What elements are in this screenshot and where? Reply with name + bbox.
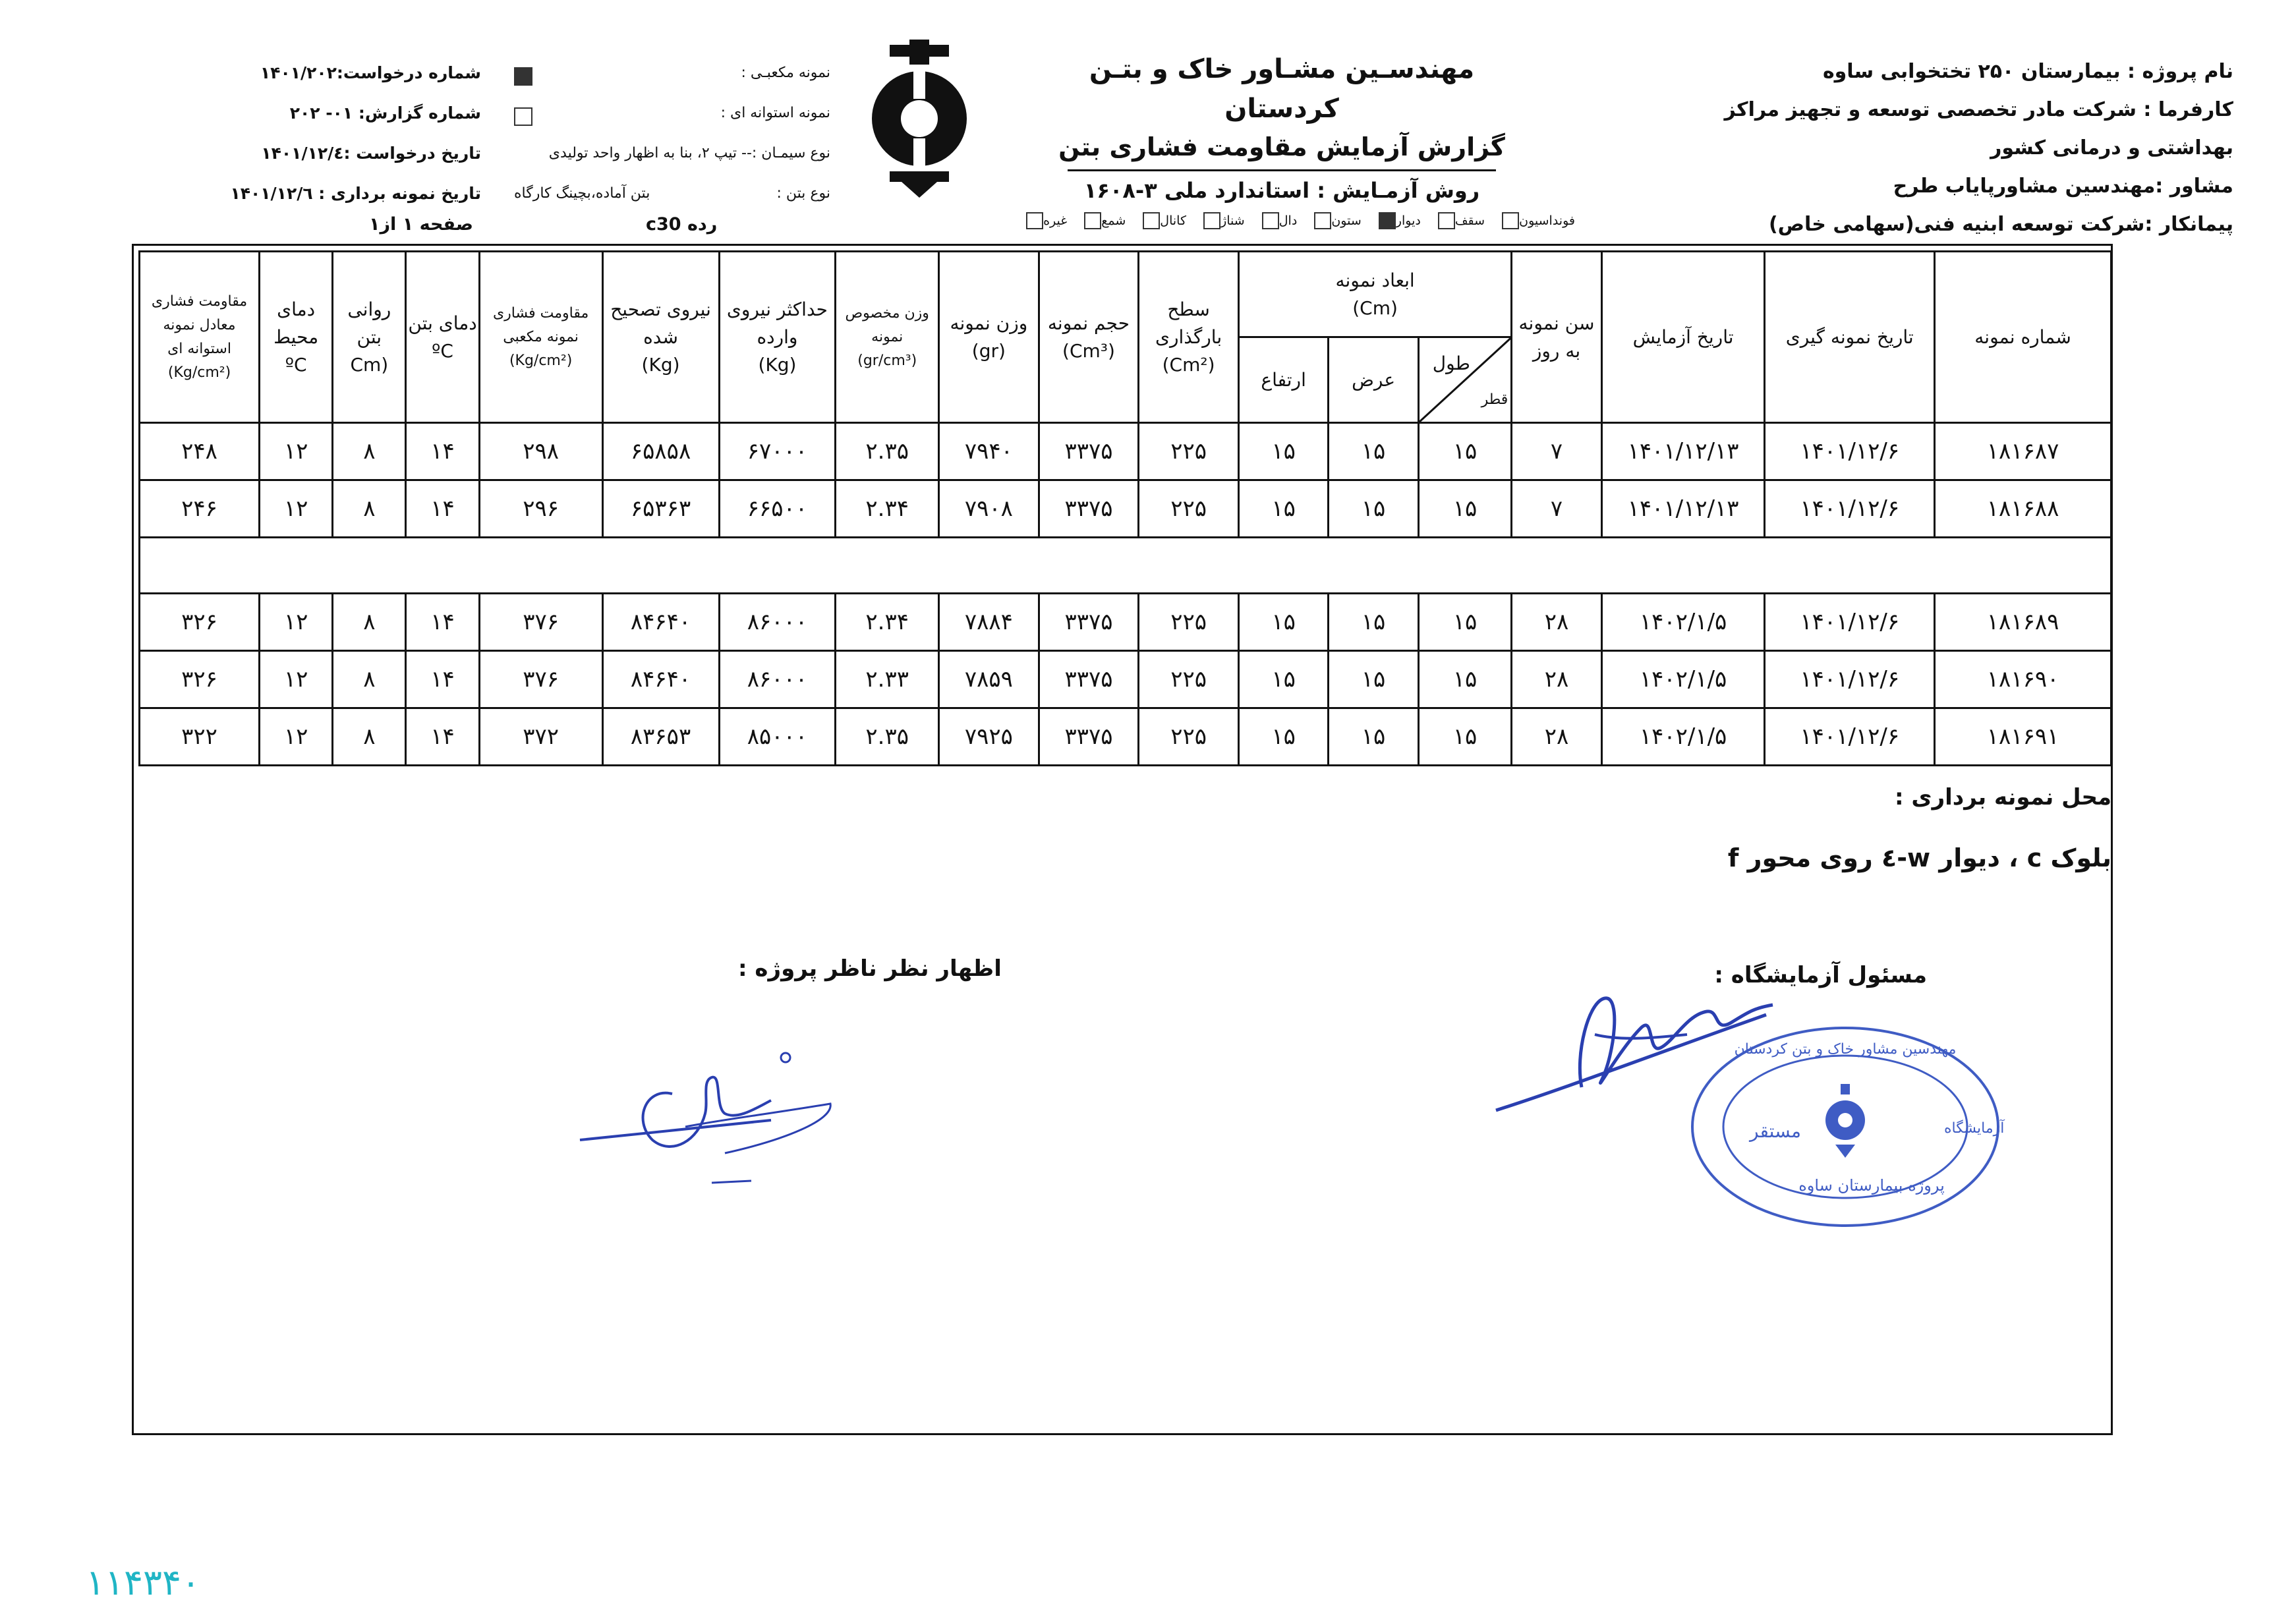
header-cube-strength: مقاومت فشاری نمونه مکعبی (Kg/cm²)	[479, 252, 602, 423]
table-cell: ۸۳۶۵۳	[602, 708, 719, 766]
table-cell: ۳۳۷۵	[1039, 480, 1139, 538]
element-label: شمع	[1101, 213, 1126, 228]
table-cell: ۲۲۵	[1139, 480, 1239, 538]
table-cell: ۲.۳۵	[836, 708, 939, 766]
contractor: پیمانکار :شرکت توسعه ابنیه فنی(سهامی خاص)	[1768, 213, 2233, 236]
element-label: دال	[1278, 213, 1298, 228]
table-cell: ۲۹۸	[479, 423, 602, 480]
table-cell: ۱۴۰۲/۱/۵	[1601, 651, 1765, 708]
spacer-row	[140, 538, 2111, 594]
project-name: نام پروژه : بیمارستان ۲۵۰ تختخوابی ساوه	[1822, 60, 2233, 83]
table-cell: ۲۴۶	[140, 480, 260, 538]
request-info	[230, 53, 481, 213]
table-cell: ۶۶۵۰۰	[719, 480, 836, 538]
table-cell: ۷	[1512, 480, 1601, 538]
page-number: صفحه ۱ از۱	[369, 214, 473, 235]
table-cell: ۱۲	[260, 594, 333, 651]
table-cell: ۱۸۱۶۸۷	[1935, 423, 2111, 480]
cubic-sample-checkbox[interactable]	[514, 67, 532, 86]
table-cell: ۲.۳۳	[836, 651, 939, 708]
table-cell: ۳۳۷۵	[1039, 708, 1139, 766]
header-slump: روانی بتن (Cm	[333, 252, 406, 423]
element-option[interactable]	[1080, 212, 1126, 229]
request-date: تاریخ درخواست :۱۴۰۱/۱۲/٤	[261, 144, 481, 163]
report-number: شماره گزارش: ۰۱- ۲۰۲	[289, 103, 481, 123]
table-cell: ۳۷۶	[479, 594, 602, 651]
table-cell: ۳۲۲	[140, 708, 260, 766]
table-cell: ۸	[333, 708, 406, 766]
table-cell: ۳۲۶	[140, 594, 260, 651]
header-cylinder-strength: مقاومت فشاری معادل نمونه استوانه ای (Kg/cm²)	[140, 252, 260, 423]
element-option[interactable]	[1434, 212, 1485, 229]
concrete-grade: رده c30	[646, 214, 718, 235]
stamp-stationed-text: مستقر	[1750, 1120, 1802, 1142]
table-cell: ۳۳۷۵	[1039, 594, 1139, 651]
stamp-lab-text: آزمایشگاه	[1944, 1120, 2005, 1137]
report-title: گزارش آزمایش مقاومت فشاری بتن	[1058, 132, 1505, 161]
element-checkbox[interactable]	[1502, 212, 1519, 229]
header-width: عرض	[1329, 337, 1418, 423]
table-cell: ۷۹۲۵	[939, 708, 1039, 766]
table-cell: ۷	[1512, 423, 1601, 480]
element-label: شناژ	[1220, 213, 1245, 228]
header-test-date: تاریخ آزمایش	[1601, 252, 1765, 423]
element-option[interactable]	[1022, 212, 1067, 229]
header-volume: حجم نمونه (Cm³)	[1039, 252, 1139, 423]
table-cell: ۳۷۲	[479, 708, 602, 766]
table-cell: ۱۴۰۱/۱۲/۱۳	[1601, 423, 1765, 480]
table-cell: ۲۴۸	[140, 423, 260, 480]
table-cell: ۱۴۰۱/۱۲/۶	[1765, 651, 1935, 708]
header-corrected-force: نیروی تصحیح شده (Kg)	[602, 252, 719, 423]
table-cell: ۶۵۳۶۳	[602, 480, 719, 538]
table-cell: ۲.۳۴	[836, 594, 939, 651]
results-table	[138, 250, 2112, 766]
table-cell: ۱۸۱۶۹۱	[1935, 708, 2111, 766]
header-area: سطح بارگذاری (Cm²)	[1139, 252, 1239, 423]
table-cell: ۱۴	[406, 651, 479, 708]
cylindrical-sample-checkbox[interactable]	[514, 107, 532, 126]
table-row	[140, 480, 2111, 538]
element-option[interactable]	[1498, 212, 1575, 229]
element-label: ستون	[1331, 213, 1362, 228]
table-cell: ۲۲۵	[1139, 651, 1239, 708]
table-row	[140, 708, 2111, 766]
table-cell: ۲.۳۵	[836, 423, 939, 480]
table-cell: ۲۹۶	[479, 480, 602, 538]
element-option[interactable]	[1375, 212, 1421, 229]
element-label: سقف	[1454, 213, 1485, 228]
structural-element-options	[916, 212, 1575, 239]
table-cell: ۱۵	[1418, 594, 1512, 651]
table-cell: ۸۴۶۴۰	[602, 651, 719, 708]
header-sampling-date: تاریخ نمونه گیری	[1765, 252, 1935, 423]
table-cell: ۱۵	[1329, 708, 1418, 766]
element-checkbox[interactable]	[1026, 212, 1043, 229]
table-row	[140, 594, 2111, 651]
table-cell: ۸۵۰۰۰	[719, 708, 836, 766]
header-weight: وزن نمونه (gr)	[939, 252, 1039, 423]
table-cell: ۲۲۵	[1139, 708, 1239, 766]
table-cell: ۷۸۸۴	[939, 594, 1039, 651]
company-logo-icon	[870, 40, 969, 198]
title-divider	[1068, 169, 1496, 171]
table-cell: ۱۸۱۶۸۹	[1935, 594, 2111, 651]
header-max-force: حداکثر نیروی وارده (Kg)	[719, 252, 836, 423]
table-cell: ۱۵	[1418, 708, 1512, 766]
table-cell: ۸	[333, 594, 406, 651]
table-cell: ۱۵	[1238, 708, 1328, 766]
document-number: ۱۱۴۳۴۰	[86, 1562, 201, 1603]
table-cell: ۱۵	[1238, 594, 1328, 651]
stamp-project-text: پروژه بیمارستان ساوه	[1798, 1176, 1945, 1195]
request-number: شماره درخواست:۱۴۰۱/۲۰۲	[260, 63, 481, 82]
table-cell: ۸۴۶۴۰	[602, 594, 719, 651]
cement-type: نوع سیمـان :-- تیپ ۲، بنا به اظهار واحد تولیدی	[548, 145, 830, 161]
table-cell: ۱۲	[260, 423, 333, 480]
stamp-company-text: مهندسین مشاور خاک و بتن کردستان	[1734, 1041, 1957, 1058]
table-cell: ۱۸۱۶۹۰	[1935, 651, 2111, 708]
header-concrete-temp: دمای بتن ºC	[406, 252, 479, 423]
element-checkbox[interactable]	[1143, 212, 1160, 229]
table-cell: ۸۶۰۰۰	[719, 594, 836, 651]
table-cell: ۱۴۰۱/۱۲/۶	[1765, 594, 1935, 651]
table-cell: ۷۸۵۹	[939, 651, 1039, 708]
table-cell: ۸۶۰۰۰	[719, 651, 836, 708]
table-cell: ۲۲۵	[1139, 423, 1239, 480]
element-label: غیره	[1043, 213, 1068, 228]
table-cell: ۲.۳۴	[836, 480, 939, 538]
element-option[interactable]	[1199, 212, 1245, 229]
table-cell: ۶۷۰۰۰	[719, 423, 836, 480]
header-sample-no: شماره نمونه	[1935, 252, 2111, 423]
supervisor-signature-icon	[573, 1041, 850, 1186]
table-cell: ۱۴۰۱/۱۲/۶	[1765, 480, 1935, 538]
element-option[interactable]	[1139, 212, 1186, 229]
table-cell: ۱۴۰۲/۱/۵	[1601, 708, 1765, 766]
concrete-type-value: بتن آماده،بچینگ کارگاه	[514, 185, 650, 202]
table-cell: ۱۵	[1418, 651, 1512, 708]
table-row	[140, 423, 2111, 480]
element-checkbox[interactable]	[1438, 212, 1455, 229]
element-checkbox[interactable]	[1084, 212, 1101, 229]
header-density: وزن مخصوص نمونه (gr/cm³)	[836, 252, 939, 423]
table-cell: ۱۴	[406, 423, 479, 480]
sampling-location-label: محل نمونه برداری :	[1894, 784, 2111, 810]
table-cell: ۳۲۶	[140, 651, 260, 708]
element-option[interactable]	[1258, 212, 1298, 229]
company-name: مهندسـین مشـاور خاک و بتـن کردستان	[1089, 54, 1475, 124]
header-dimensions: ابعاد نمونه (Cm)	[1238, 252, 1511, 337]
table-cell: ۷۹۰۸	[939, 480, 1039, 538]
table-cell: ۱۵	[1418, 480, 1512, 538]
table-cell: ۸	[333, 480, 406, 538]
table-cell: ۱۵	[1329, 651, 1418, 708]
report-title-block	[1028, 49, 1535, 207]
table-cell: ۱۴۰۲/۱/۵	[1601, 594, 1765, 651]
table-cell: ۱۲	[260, 708, 333, 766]
table-cell: ۲۸	[1512, 708, 1601, 766]
table-cell: ۱۴۰۱/۱۲/۶	[1765, 423, 1935, 480]
element-label: دیوار	[1395, 213, 1421, 228]
header-height: ارتفاع	[1238, 337, 1328, 423]
table-cell: ۶۵۸۵۸	[602, 423, 719, 480]
consultant: مشاور :مهندسین مشاورپایاب طرح	[1893, 175, 2233, 198]
table-cell: ۱۴	[406, 708, 479, 766]
lab-responsible-label: مسئول آزمایشگاه :	[1714, 962, 1927, 988]
sample-type-info	[514, 53, 830, 213]
supervisor-comment-label: اظهار نظر ناظر پروژه :	[738, 955, 1002, 982]
table-cell: ۱۸۱۶۸۸	[1935, 480, 2111, 538]
table-cell: ۱۵	[1238, 651, 1328, 708]
table-cell: ۱۵	[1329, 594, 1418, 651]
test-method: روش آزمـایش : استاندارد ملی ۳-۱۶۰۸	[1083, 178, 1480, 203]
table-cell: ۱۵	[1329, 423, 1418, 480]
header-ambient-temp: دمای محیط ºC	[260, 252, 333, 423]
table-cell: ۱۵	[1418, 423, 1512, 480]
table-cell: ۳۳۷۵	[1039, 651, 1139, 708]
table-cell: ۳۷۶	[479, 651, 602, 708]
cubic-sample-label: نمونه مکعبـی :	[741, 65, 830, 81]
project-info	[1640, 53, 2233, 244]
concrete-type-label: نوع بتن :	[776, 185, 830, 202]
table-cell: ۲۸	[1512, 651, 1601, 708]
header-length-diameter: طول قطر	[1418, 337, 1512, 423]
header-age: سن نمونه به روز	[1512, 252, 1601, 423]
table-cell: ۷۹۴۰	[939, 423, 1039, 480]
table-cell: ۳۳۷۵	[1039, 423, 1139, 480]
table-cell: ۲۲۵	[1139, 594, 1239, 651]
table-cell: ۱۵	[1238, 423, 1328, 480]
table-cell: ۸	[333, 423, 406, 480]
employer-line-1: کارفرما : شرکت مادر تخصصی توسعه و تجهیز مراکز	[1724, 98, 2233, 121]
element-label: کانال	[1160, 213, 1187, 228]
element-checkbox[interactable]	[1314, 212, 1331, 229]
table-cell: ۱۵	[1329, 480, 1418, 538]
cylindrical-sample-label: نمونه استوانه ای :	[720, 105, 830, 121]
table-cell: ۱۴	[406, 480, 479, 538]
element-label: فونداسیون	[1519, 213, 1575, 228]
table-cell: ۱۲	[260, 480, 333, 538]
table-cell	[140, 538, 2111, 594]
sampling-location-value: بلوک c ، دیوار w-٤ روی محور f	[1727, 843, 2111, 872]
table-cell: ۱۴	[406, 594, 479, 651]
table-cell: ۱۲	[260, 651, 333, 708]
element-checkbox[interactable]	[1379, 212, 1396, 229]
employer-line-2: بهداشتی و درمانی کشور	[1990, 136, 2233, 159]
table-cell: ۱۴۰۱/۱۲/۶	[1765, 708, 1935, 766]
table-cell: ۱۴۰۱/۱۲/۱۳	[1601, 480, 1765, 538]
table-cell: ۸	[333, 651, 406, 708]
table-cell: ۲۸	[1512, 594, 1601, 651]
element-checkbox[interactable]	[1262, 212, 1279, 229]
sampling-date: تاریخ نمونه برداری : ۱۴۰۱/۱۲/٦	[230, 184, 481, 203]
element-option[interactable]	[1310, 212, 1361, 229]
table-row	[140, 651, 2111, 708]
table-cell: ۱۵	[1238, 480, 1328, 538]
element-checkbox[interactable]	[1203, 212, 1220, 229]
